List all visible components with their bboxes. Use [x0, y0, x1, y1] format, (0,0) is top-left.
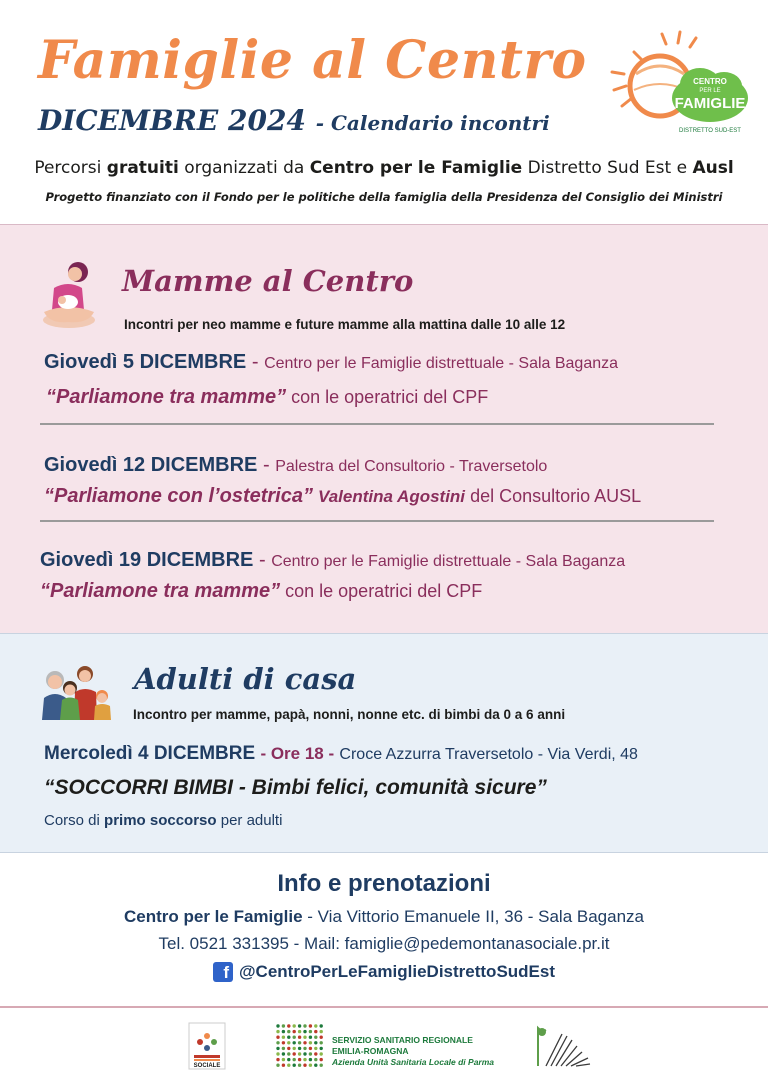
- logo-dot: [298, 1030, 301, 1033]
- logo-dot: [282, 1036, 285, 1039]
- logo-dot: [276, 1036, 279, 1039]
- logo-dot: [303, 1058, 306, 1061]
- logo-dot: [320, 1036, 323, 1039]
- ssr-logo-text: SERVIZIO SANITARIO REGIONALE EMILIA-ROMAGNA Azienda Unità Sanitaria Locale di Parma: [332, 1035, 495, 1067]
- info-contact: Tel. 0521 331395 - Mail: famiglie@pedemontanasociale.pr.it: [158, 934, 610, 953]
- facebook-handle[interactable]: @CentroPerLeFamiglieDistrettoSudEst: [238, 962, 556, 981]
- ssr-dots-logo: [274, 1022, 324, 1070]
- event-2-date: Giovedì 12 DICEMBRE - Palestra del Consultorio - Traversetolo: [44, 454, 548, 476]
- logo-dot: [298, 1024, 301, 1027]
- event-3-date: Giovedì 19 DICEMBRE - Centro per le Famiglie distrettuale - Sala Baganza: [40, 549, 626, 571]
- logo-dot: [282, 1052, 285, 1055]
- facebook-icon: f: [213, 962, 233, 982]
- logo-dot: [314, 1041, 317, 1044]
- event-3-theme: “Parliamone tra mamme” con le operatrici del CPF: [40, 580, 483, 602]
- footer-divider: [0, 1006, 768, 1008]
- logo-dot: [276, 1064, 279, 1067]
- month-label: DICEMBRE 2024: [38, 104, 306, 137]
- logo-dot: [314, 1052, 317, 1055]
- logo-dot: [293, 1058, 296, 1061]
- mamme-description: Incontri per neo mamme e future mamme alla mattina dalle 10 alle 12: [124, 317, 566, 332]
- info-address: Centro per le Famiglie - Via Vittorio Emanuele II, 36 - Sala Baganza: [123, 907, 645, 926]
- logo-dot: [320, 1058, 323, 1061]
- logo-dot: [282, 1030, 285, 1033]
- logo-dot: [320, 1047, 323, 1050]
- logo-dot: [287, 1064, 290, 1067]
- sociale-logo: [188, 1022, 226, 1070]
- logo-dot: [309, 1058, 312, 1061]
- logo-dot: [303, 1036, 306, 1039]
- logo-dot: [276, 1030, 279, 1033]
- event-2-theme: “Parliamone con l’ostetrica” Valentina Agostini del Consultorio AUSL: [44, 485, 642, 507]
- centro-famiglie-logo: [600, 28, 750, 140]
- logo-dot: [314, 1024, 317, 1027]
- svg-text:PER LE: PER LE: [699, 88, 721, 94]
- logo-dot: [287, 1024, 290, 1027]
- divider: [40, 520, 714, 522]
- logo-dot: [303, 1041, 306, 1044]
- logo-dot: [320, 1041, 323, 1044]
- logo-dot: [298, 1041, 301, 1044]
- logo-dot: [287, 1058, 290, 1061]
- mamme-title: Mamme al Centro: [122, 264, 414, 298]
- divider: [40, 423, 714, 425]
- logo-dot: [309, 1024, 312, 1027]
- logo-dot: [320, 1064, 323, 1067]
- pedemontana-logo: [532, 1022, 592, 1070]
- logo-dot: [298, 1052, 301, 1055]
- logo-dot: [303, 1064, 306, 1067]
- logo-dot: [309, 1041, 312, 1044]
- logo-dot: [293, 1052, 296, 1055]
- logo-dot: [276, 1047, 279, 1050]
- facebook-row: [0, 962, 768, 982]
- logo-dot: [287, 1047, 290, 1050]
- logo-dot: [303, 1047, 306, 1050]
- logo-dot: [314, 1047, 317, 1050]
- svg-text:CENTRO: CENTRO: [693, 77, 727, 86]
- logo-dot: [282, 1024, 285, 1027]
- event-1-theme: “Parliamone tra mamme” con le operatrici del CPF: [46, 386, 489, 408]
- logo-dot: [314, 1030, 317, 1033]
- month-heading: [38, 104, 550, 137]
- logo-dot: [276, 1052, 279, 1055]
- logo-dot: [287, 1052, 290, 1055]
- logo-dot: [298, 1036, 301, 1039]
- svg-text:SOCIALE: SOCIALE: [193, 1063, 221, 1069]
- project-funding-note: Progetto finanziato con il Fondo per le politiche della famiglia della Presidenza del Consiglio dei Ministri: [45, 190, 723, 204]
- logo-dot: [282, 1064, 285, 1067]
- logo-dot: [314, 1036, 317, 1039]
- logo-dot: [293, 1064, 296, 1067]
- logo-dot: [309, 1030, 312, 1033]
- logo-dot: [298, 1047, 301, 1050]
- mother-baby-icon: [38, 258, 100, 330]
- adulti-event-date: Mercoledì 4 DICEMBRE - Ore 18 - Croce Azzurra Traversetolo - Via Verdi, 48: [44, 743, 638, 764]
- logo-dot: [293, 1030, 296, 1033]
- adulti-title: Adulti di casa: [134, 662, 357, 696]
- logo-dot: [282, 1041, 285, 1044]
- calendar-subtitle: - Calendario incontri: [315, 111, 550, 135]
- logo-dot: [314, 1064, 317, 1067]
- adulti-event-theme: “SOCCORRI BIMBI - Bimbi felici, comunità sicure”: [44, 776, 547, 799]
- logo-dot: [309, 1047, 312, 1050]
- logo-dot: [298, 1064, 301, 1067]
- logo-dot: [293, 1047, 296, 1050]
- logo-dot: [276, 1041, 279, 1044]
- info-title: Info e prenotazioni: [277, 870, 491, 897]
- logo-dot: [303, 1052, 306, 1055]
- logo-dot: [303, 1030, 306, 1033]
- logo-dot: [309, 1064, 312, 1067]
- logo-dot: [276, 1024, 279, 1027]
- adulti-description: Incontro per mamme, papà, nonni, nonne etc. di bimbi da 0 a 6 anni: [133, 707, 566, 722]
- logo-dot: [320, 1052, 323, 1055]
- logo-dot: [320, 1024, 323, 1027]
- adulti-course: Corso di primo soccorso per adulti: [44, 812, 283, 829]
- event-1-date: Giovedì 5 DICEMBRE - Centro per le Famiglie distrettuale - Sala Baganza: [44, 351, 619, 373]
- logo-dot: [276, 1058, 279, 1061]
- logo-dot: [314, 1058, 317, 1061]
- logo-dot: [293, 1041, 296, 1044]
- logo-dot: [287, 1030, 290, 1033]
- svg-text:DISTRETTO SUD-EST: DISTRETTO SUD-EST: [679, 128, 741, 134]
- svg-text:FAMIGLIE: FAMIGLIE: [674, 95, 746, 112]
- logo-dot: [287, 1036, 290, 1039]
- page-title: Famiglie al Centro: [38, 30, 587, 91]
- logo-dot: [287, 1041, 290, 1044]
- logo-dot: [282, 1058, 285, 1061]
- intro-line: Percorsi gratuiti organizzati da Centro per le Famiglie Distretto Sud Est e Ausl: [34, 158, 734, 178]
- logo-dot: [320, 1030, 323, 1033]
- logo-dot: [309, 1052, 312, 1055]
- logo-dot: [303, 1024, 306, 1027]
- family-group-icon: [40, 662, 114, 720]
- logo-dot: [309, 1036, 312, 1039]
- logo-dot: [293, 1024, 296, 1027]
- logo-dot: [298, 1058, 301, 1061]
- logo-dot: [293, 1036, 296, 1039]
- logo-dot: [282, 1047, 285, 1050]
